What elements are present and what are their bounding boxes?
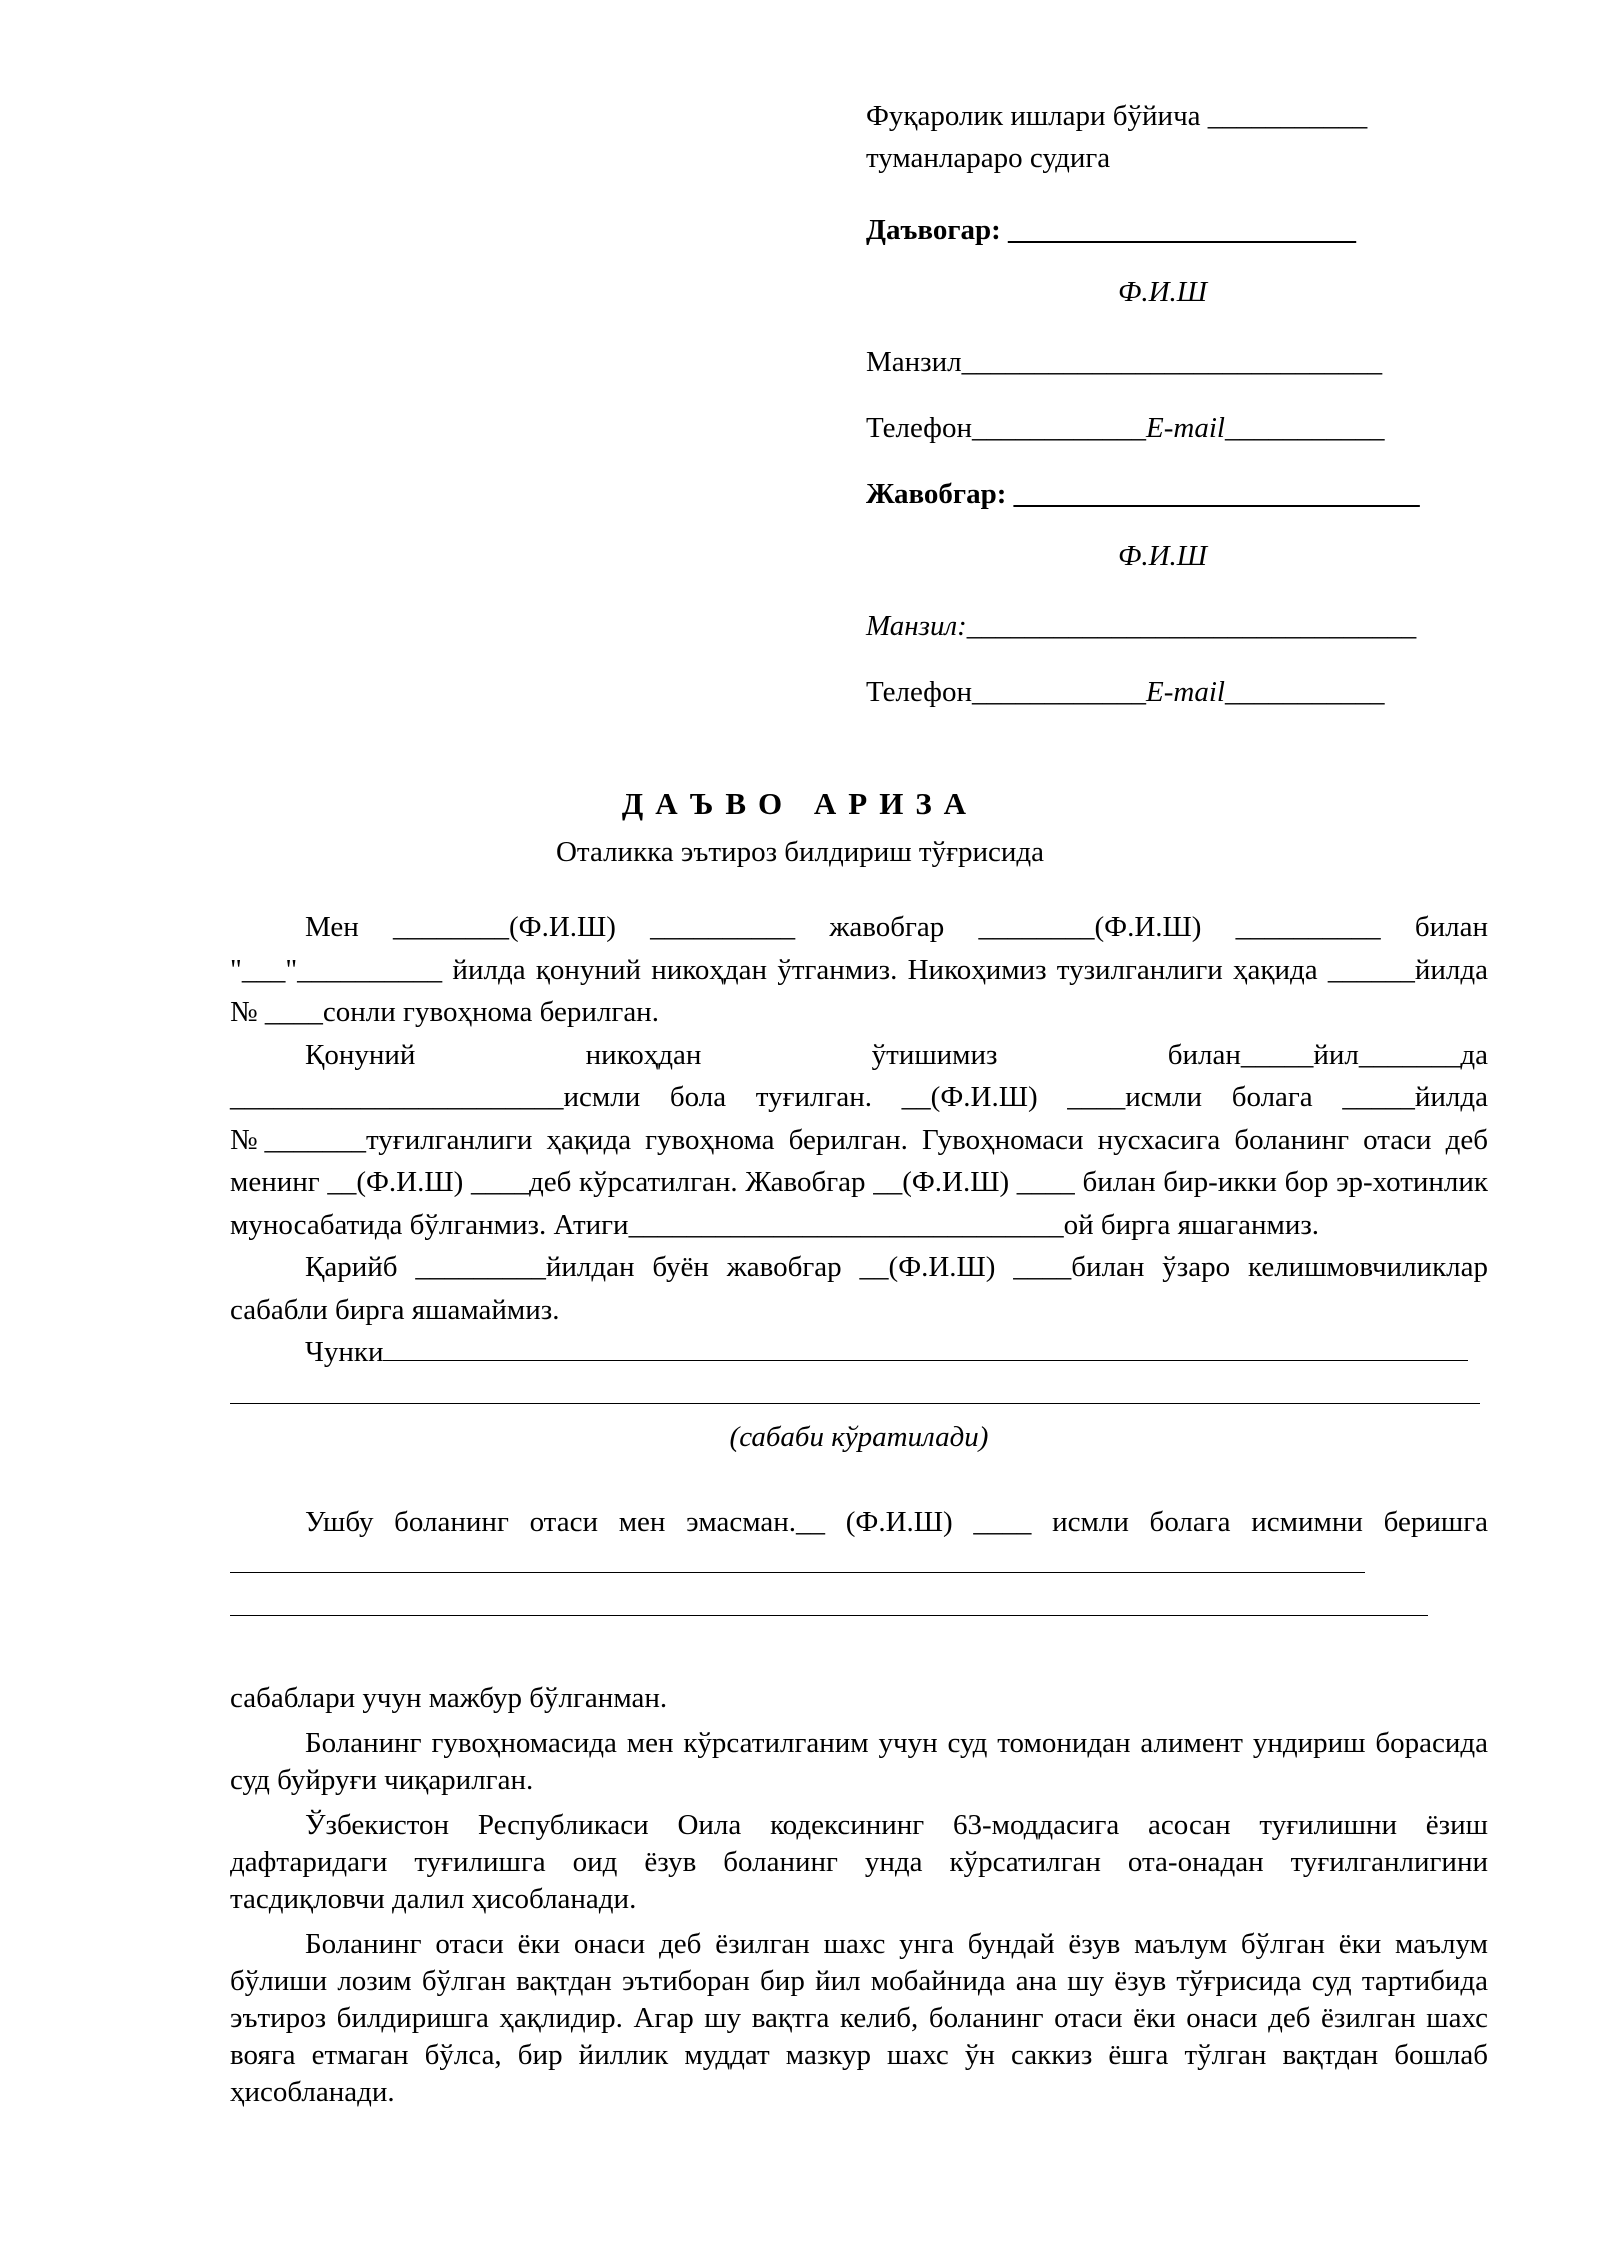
- defendant-blank: ____________________________: [1006, 478, 1420, 510]
- paragraph-marriage: Мен ________(Ф.И.Ш) __________ жавобгар ________(Ф.И.Ш) __________ билан "___"__________ йилда қонуний никоҳдан ўтганмиз. Никоҳимиз тузилганлиги ҳақида ______йилда № ____сонли гувоҳнома берилган.: [230, 911, 1488, 1028]
- defendant-email-label: E-mail: [1146, 676, 1225, 708]
- document-title: ДАЪВО АРИЗА: [621, 786, 979, 821]
- claim-body-lower: [230, 1680, 1488, 2119]
- paragraph-objection-term: Боланинг отаси ёки онаси деб ёзилган шахс унга бундай ёзув маълум бўлган ёки маълум бўлиши лозим бўлган вақтдан эътиборан бир йил мобайнида ана шу ёзув тўғрисида суд тартибида эътироз билдиришга ҳақлидир. Агар шу вақтга келиб, боланинг отаси ёки онаси деб ёзилган шахс вояга етмаган бўлса, бир йиллик муддат мазкур шахс ўн саккиз ёшга тўлган вақтдан бошлаб ҳисобланади.: [230, 1928, 1488, 2108]
- plaintiff-address: Манзил_____________________________: [866, 346, 1383, 378]
- reason-caption: (сабаби кўратилади): [729, 1421, 989, 1453]
- plaintiff-line: [866, 210, 1486, 251]
- paragraph-not-father: [230, 1501, 1488, 1586]
- plaintiff-fio-caption: Ф.И.Ш: [1118, 276, 1208, 308]
- defendant-phone-line: [866, 672, 1486, 713]
- paragraph-family-code: Ўзбекистон Республикаси Оила кодексининг 63-моддасига асосан туғилишни ёзиш дафтаридаги туғилишга оид ёзув боланинг унда кўрсатилган ота-онадан туғилганлигини тасдиқловчи далил ҳисобланади.: [230, 1809, 1488, 1915]
- reason-label: Чунки: [305, 1336, 384, 1368]
- defendant-address-blank: _______________________________: [966, 610, 1417, 642]
- court-line-1: Фуқаролик ишлари бўйича ___________: [866, 100, 1368, 132]
- paragraph-forced: сабаблари учун мажбур бўлганман.: [230, 1682, 668, 1714]
- defendant-address-line: [866, 606, 1486, 647]
- name-reason-blank-line: [230, 1586, 1488, 1629]
- defendant-line: [866, 474, 1486, 515]
- p2-word-4: билан_____йил_______да: [1167, 1038, 1488, 1071]
- defendant-email-blank: ___________: [1224, 676, 1385, 708]
- reason-line: [230, 1331, 1488, 1374]
- defendant-fio-caption: Ф.И.Ш: [1118, 540, 1208, 572]
- plaintiff-email-label: E-mail: [1146, 412, 1225, 444]
- p2-word-2: никоҳдан: [585, 1038, 702, 1071]
- defendant-phone: Телефон____________: [866, 676, 1146, 708]
- paragraph-separation: Қарийб _________йилдан буён жавобгар __(Ф.И.Ш) ____билан ўзаро келишмовчиликлар сабабли бирга яшамаймиз.: [230, 1251, 1488, 1326]
- paragraph-child: _______________________исмли бола туғилган. __(Ф.И.Ш) ____исмли болага _____йилда №_______туғилганлиги ҳақида гувоҳнома берилган. Гувоҳномаси нусхасига боланинг отаси деб менинг __(Ф.И.Ш) ____деб кўрсатилган. Жавобгар __(Ф.И.Ш) ____ билан бир-икки бор эр-хотинлик муносабатида бўлганмиз. Атиги______________________________ой бирга яшаганмиз.: [230, 1081, 1488, 1241]
- reason-blank-2: [230, 1403, 1480, 1404]
- paragraph-alimony: Боланинг гувоҳномасида мен кўрсатилганим учун суд томонидан алимент ундириш борасида суд буйруғи чиқарилган.: [230, 1727, 1488, 1796]
- court-line-2: туманлараро судига: [866, 142, 1111, 174]
- defendant-address-label: Манзил:: [866, 610, 967, 642]
- plaintiff-blank: ________________________: [1000, 214, 1357, 246]
- plaintiff-phone: Телефон____________: [866, 412, 1146, 444]
- p2-word-3: ўтишимиз: [871, 1038, 998, 1071]
- plaintiff-email-blank: ___________: [1224, 412, 1385, 444]
- reason-blank-line: [230, 1374, 1488, 1417]
- p2-word-1: Қонуний: [305, 1038, 416, 1071]
- not-father-text: Ушбу боланинг отаси мен эмасман.__ (Ф.И.Ш) ____ исмли болага исмимни беришга: [305, 1505, 1488, 1538]
- defendant-label: Жавобгар:: [866, 478, 1007, 510]
- document-subtitle: Оталикка эътироз билдириш тўғрисида: [555, 836, 1044, 868]
- reason-blank: [383, 1360, 1468, 1361]
- plaintiff-label: Даъвогар:: [866, 214, 1001, 246]
- name-reason-blank-2: [230, 1615, 1428, 1616]
- claim-body: [230, 906, 1488, 1628]
- name-reason-blank: [230, 1572, 1365, 1573]
- paragraph-child-first-line: [230, 1034, 1488, 1077]
- plaintiff-phone-line: [866, 408, 1486, 449]
